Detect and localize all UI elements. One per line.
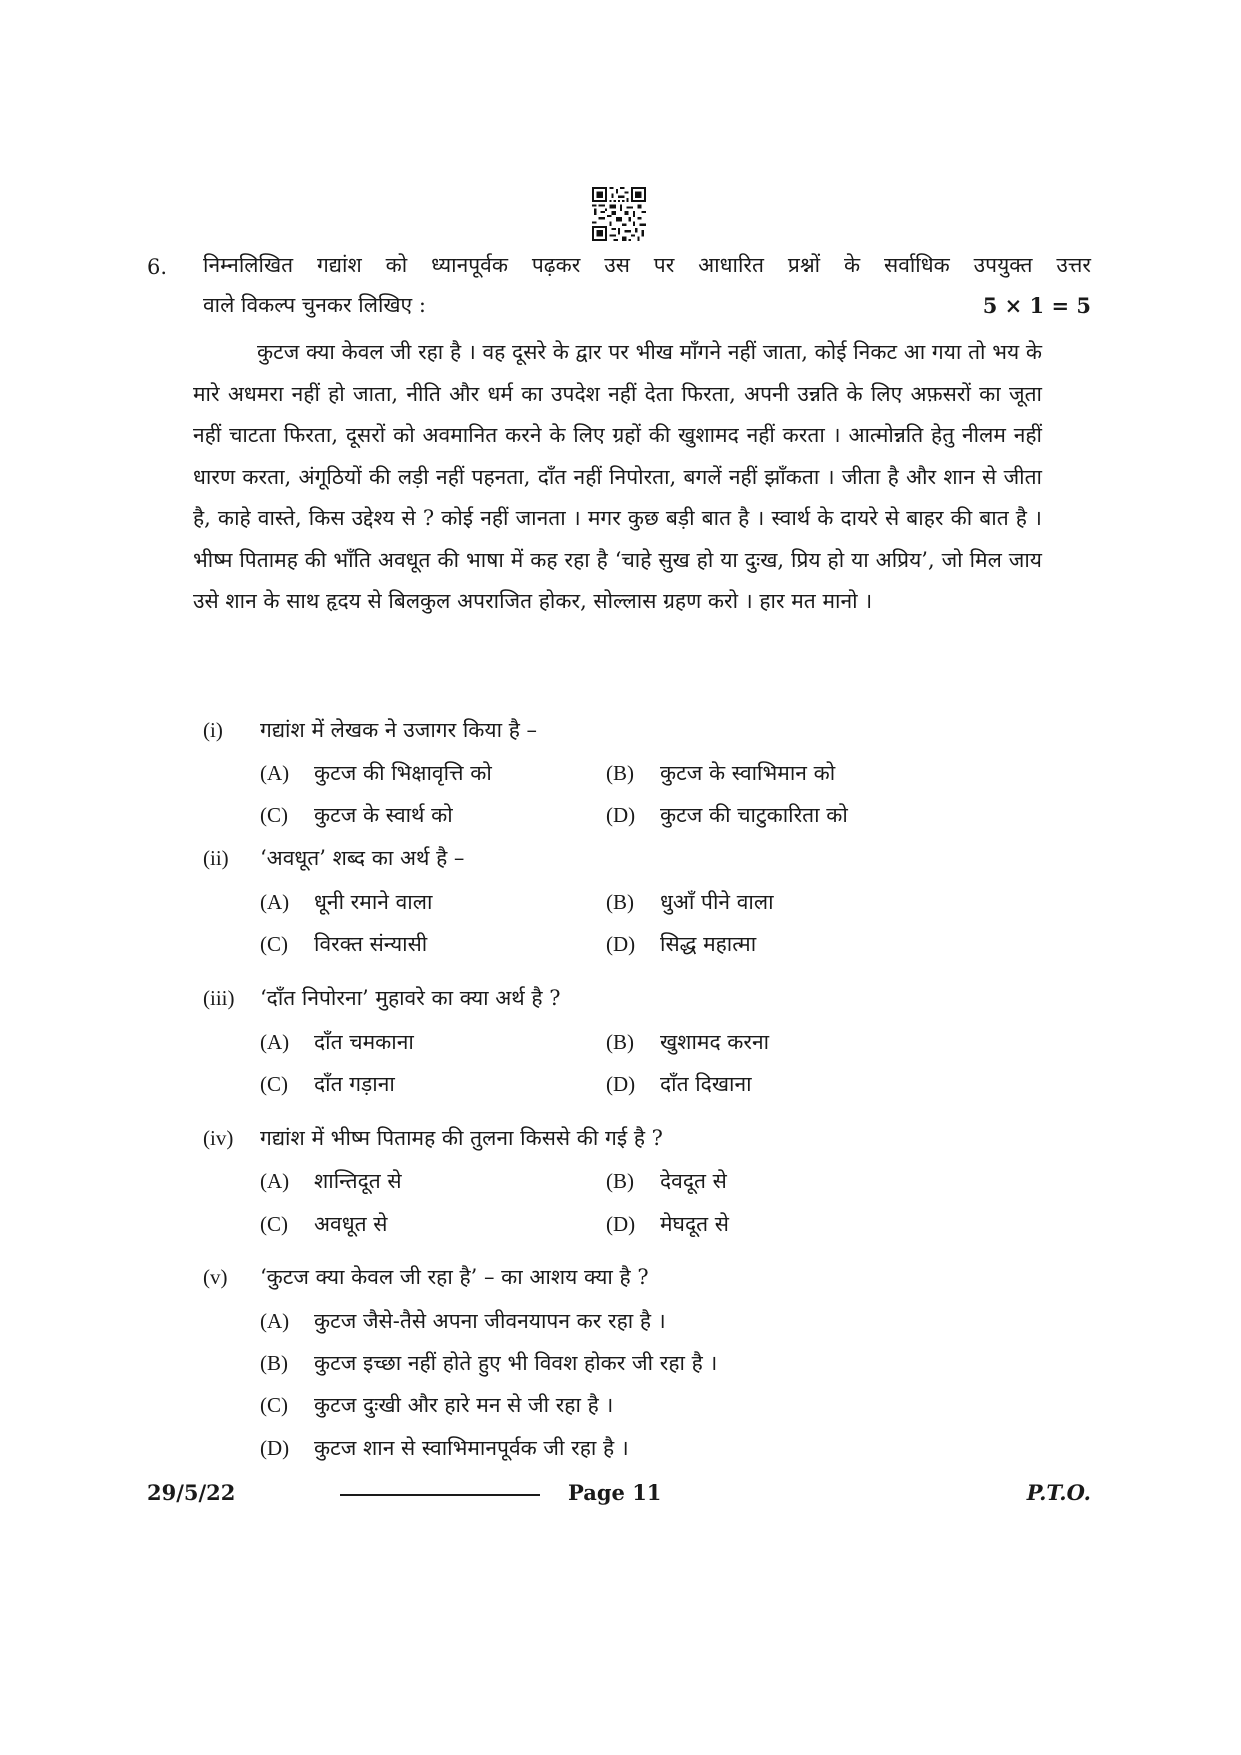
- option-text: कुटज के स्वाभिमान को: [660, 761, 836, 785]
- option-ii-c: [260, 926, 427, 962]
- option-letter: (D): [606, 803, 636, 827]
- option-v-d: [260, 1430, 629, 1466]
- option-iii-d: [606, 1066, 752, 1102]
- option-letter: (C): [260, 932, 288, 956]
- option-letter: (B): [260, 1351, 288, 1375]
- subquestion-number: (iii): [203, 986, 235, 1010]
- question-instruction: निम्नलिखित गद्यांश को ध्यानपूर्वक पढ़कर उस पर आधारित प्रश्नों के सर्वाधिक उपयुक्त उत्तर: [203, 253, 1091, 277]
- option-i-d: [606, 797, 848, 833]
- subquestion-iv: [203, 1120, 663, 1156]
- option-text: कुटज की चाटुकारिता को: [660, 803, 848, 827]
- option-iv-d: [606, 1206, 729, 1242]
- option-letter: (D): [606, 932, 636, 956]
- option-text: मेघदूत से: [660, 1212, 729, 1236]
- subquestion-number: (i): [203, 718, 223, 742]
- question-instruction-line2: वाले विकल्प चुनकर लिखिए :: [203, 293, 426, 317]
- option-text: कुटज के स्वार्थ को: [314, 803, 453, 827]
- option-text: धूनी रमाने वाला: [314, 890, 433, 914]
- option-iv-a: [260, 1163, 402, 1199]
- option-iii-c: [260, 1066, 395, 1102]
- subquestion-v: [203, 1259, 649, 1295]
- option-iv-b: [606, 1163, 727, 1199]
- question-number: 6.: [147, 255, 168, 279]
- option-iii-b: [606, 1024, 769, 1060]
- subquestion-text: ‘दाँत निपोरना’ मुहावरे का क्या अर्थ है ?: [260, 986, 561, 1010]
- option-letter: (C): [260, 1212, 288, 1236]
- option-letter: (A): [260, 1030, 290, 1054]
- option-letter: (C): [260, 1072, 288, 1096]
- subquestion-iii: [203, 980, 561, 1016]
- option-letter: (A): [260, 1309, 290, 1333]
- option-text: दाँत चमकाना: [314, 1030, 414, 1054]
- option-iv-c: [260, 1206, 387, 1242]
- qr-code: [592, 187, 646, 241]
- option-letter: (D): [606, 1212, 636, 1236]
- option-i-a: [260, 755, 492, 791]
- option-v-c: [260, 1387, 613, 1423]
- option-letter: (A): [260, 890, 290, 914]
- option-ii-a: [260, 884, 432, 920]
- option-i-b: [606, 755, 835, 791]
- marks-scheme: 5 × 1 = 5: [982, 293, 1091, 318]
- pto-label: P.T.O.: [1026, 1480, 1091, 1505]
- subquestion-number: (iv): [203, 1126, 234, 1150]
- option-iii-a: [260, 1024, 414, 1060]
- paper-code: 29/5/22: [147, 1480, 236, 1505]
- option-letter: (C): [260, 803, 288, 827]
- subquestion-text: ‘कुटज क्या केवल जी रहा है’ – का आशय क्या है ?: [260, 1265, 649, 1289]
- subquestion-i: [203, 712, 537, 748]
- option-text: देवदूत से: [660, 1169, 727, 1193]
- subquestion-text: गद्यांश में भीष्म पितामह की तुलना किससे की गई है ?: [260, 1126, 663, 1150]
- subquestion-text: ‘अवधूत’ शब्द का अर्थ है –: [260, 846, 465, 870]
- option-v-b: [260, 1345, 717, 1381]
- option-text: कुटज दुःखी और हारे मन से जी रहा है ।: [314, 1393, 614, 1417]
- option-text: कुटज शान से स्वाभिमानपूर्वक जी रहा है ।: [314, 1436, 629, 1460]
- option-text: शान्तिदूत से: [314, 1169, 402, 1193]
- option-i-c: [260, 797, 453, 833]
- option-text: अवधूत से: [314, 1212, 388, 1236]
- subquestion-ii: [203, 840, 464, 876]
- option-letter: (B): [606, 1169, 634, 1193]
- option-letter: (A): [260, 761, 290, 785]
- option-letter: (A): [260, 1169, 290, 1193]
- option-ii-b: [606, 884, 774, 920]
- option-text: कुटज की भिक्षावृत्ति को: [314, 761, 492, 785]
- option-letter: (C): [260, 1393, 288, 1417]
- option-text: दाँत गड़ाना: [314, 1072, 395, 1096]
- option-text: कुटज इच्छा नहीं होते हुए भी विवश होकर जी रहा है ।: [314, 1351, 718, 1375]
- option-ii-d: [606, 926, 756, 962]
- option-letter: (D): [260, 1436, 290, 1460]
- option-v-a: [260, 1303, 666, 1339]
- option-letter: (B): [606, 890, 634, 914]
- option-letter: (B): [606, 761, 634, 785]
- option-letter: (D): [606, 1072, 636, 1096]
- option-text: कुटज जैसे-तैसे अपना जीवनयापन कर रहा है ।: [314, 1309, 666, 1333]
- option-text: धुआँ पीने वाला: [660, 890, 774, 914]
- page-number: Page 11: [568, 1480, 662, 1505]
- subquestion-number: (ii): [203, 846, 229, 870]
- option-text: विरक्त संन्यासी: [314, 932, 428, 956]
- footer-divider: [340, 1494, 540, 1496]
- passage: कुटज क्या केवल जी रहा है । वह दूसरे के द्वार पर भीख माँगने नहीं जाता, कोई निकट आ गया तो भय के मारे अधमरा नहीं हो जाता, नीति और धर्म का उपदेश नहीं देता फिरता, अपनी उन्नति के लिए अफ़सरों का जूता नहीं चाटता फिरता, दूसरों को अवमानित करने के लिए ग्रहों की खुशामद नहीं करता । आत्मोन्नति हेतु नीलम नहीं धारण करता, अंगूठियों की लड़ी नहीं पहनता, दाँत नहीं निपोरता, बगलें नहीं झाँकता । जीता है और शान से जीता है, काहे वास्ते, किस उद्देश्य से ? कोई नहीं जानता । मगर कुछ बड़ी बात है । स्वार्थ के दायरे से बाहर की बात है । भीष्म पितामह की भाँति अवधूत की भाषा में कह रहा है ‘चाहे सुख हो या दुःख, प्रिय हो या अप्रिय’, जो मिल जाय उसे शान के साथ हृदय से बिलकुल अपराजित होकर, सोल्लास ग्रहण करो । हार मत मानो ।: [193, 340, 1042, 613]
- option-text: खुशामद करना: [660, 1030, 770, 1054]
- option-text: सिद्ध महात्मा: [660, 932, 757, 956]
- subquestion-text: गद्यांश में लेखक ने उजागर किया है –: [260, 718, 538, 742]
- option-letter: (B): [606, 1030, 634, 1054]
- subquestion-number: (v): [203, 1265, 228, 1289]
- option-text: दाँत दिखाना: [660, 1072, 752, 1096]
